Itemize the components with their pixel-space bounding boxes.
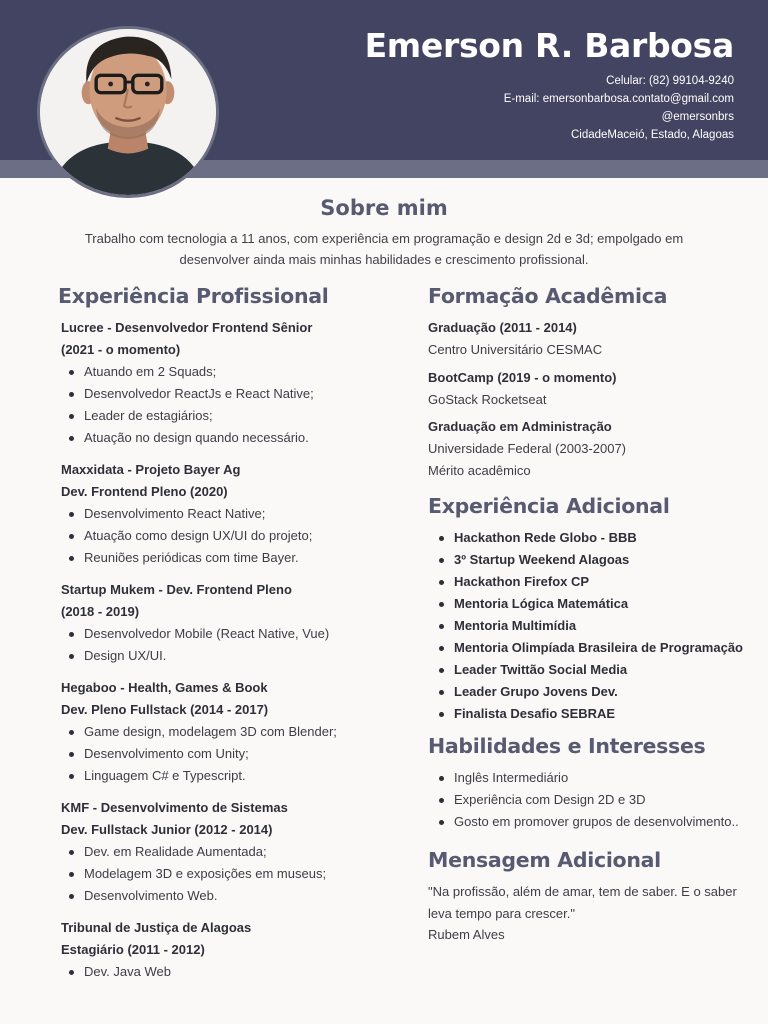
job-title: Hegaboo - Health, Games & Book bbox=[61, 680, 268, 695]
list-item: Mentoria Multimídia bbox=[428, 615, 748, 637]
list-item: Desenvolvedor Mobile (React Native, Vue) bbox=[58, 623, 408, 645]
skills-list bbox=[428, 767, 748, 833]
contact-phone: Celular: (82) 99104-9240 bbox=[606, 75, 734, 87]
job-entry bbox=[58, 579, 408, 667]
additional-experience-list bbox=[428, 527, 748, 725]
about-title: Sobre mim bbox=[320, 196, 448, 220]
list-item: Dev. em Realidade Aumentada; bbox=[58, 841, 408, 863]
job-duties bbox=[58, 961, 408, 983]
list-item: Leader Twittão Social Media bbox=[428, 659, 748, 681]
contact-info bbox=[504, 72, 734, 144]
job-period: Dev. Frontend Pleno (2020) bbox=[61, 484, 228, 499]
job-title: Startup Mukem - Dev. Frontend Pleno bbox=[61, 582, 292, 597]
education-degree: BootCamp (2019 - o momento) bbox=[428, 369, 617, 385]
education-school: Universidade Federal (2003-2007) bbox=[428, 441, 627, 456]
experience-column bbox=[58, 283, 408, 993]
job-title: KMF - Desenvolvimento de Sistemas bbox=[61, 800, 288, 815]
message-section bbox=[428, 847, 748, 946]
education-entry bbox=[428, 367, 748, 411]
list-item: Desenvolvimento React Native; bbox=[58, 503, 408, 525]
contact-email: E-mail: emersonbarbosa.contato@gmail.com bbox=[503, 93, 734, 105]
job-title: Maxxidata - Projeto Bayer Ag bbox=[61, 462, 241, 477]
list-item: Desenvolvimento com Unity; bbox=[58, 743, 408, 765]
job-entry bbox=[58, 317, 408, 449]
list-item: Dev. Java Web bbox=[58, 961, 408, 983]
experience-title: Experiência Profissional bbox=[58, 284, 329, 308]
contact-city: CidadeMaceió, Estado, Alagoas bbox=[570, 129, 734, 141]
list-item: Modelagem 3D e exposições em museus; bbox=[58, 863, 408, 885]
job-duties bbox=[58, 841, 408, 907]
list-item: 3º Startup Weekend Alagoas bbox=[428, 549, 748, 571]
education-note: Mérito acadêmico bbox=[428, 462, 531, 478]
job-entry bbox=[58, 459, 408, 569]
job-entry bbox=[58, 677, 408, 787]
job-period: Estagiário (2011 - 2012) bbox=[61, 942, 205, 957]
list-item: Inglês Intermediário bbox=[428, 767, 748, 789]
list-item: Reuniões periódicas com time Bayer. bbox=[58, 547, 408, 569]
list-item: Gosto em promover grupos de desenvolvimento.. bbox=[428, 811, 748, 833]
skills-section bbox=[428, 733, 748, 833]
additional-experience-section bbox=[428, 493, 748, 725]
job-duties bbox=[58, 623, 408, 667]
candidate-name: Emerson R. Barbosa bbox=[364, 26, 734, 65]
list-item: Game design, modelagem 3D com Blender; bbox=[58, 721, 408, 743]
job-period: (2018 - 2019) bbox=[61, 604, 140, 619]
message-title: Mensagem Adicional bbox=[428, 848, 661, 872]
list-item: Mentoria Olimpíada Brasileira de Programação bbox=[428, 637, 748, 659]
list-item: Linguagem C# e Typescript. bbox=[58, 765, 408, 787]
about-text: Trabalho com tecnologia a 11 anos, com experiência em programação e design 2d e 3d; empolgado em desenvolver ainda mais minhas habilidades e crescimento profissional. bbox=[84, 231, 684, 267]
list-item: Leader Grupo Jovens Dev. bbox=[428, 681, 748, 703]
job-entry bbox=[58, 917, 408, 983]
profile-photo bbox=[37, 26, 219, 198]
job-entry bbox=[58, 797, 408, 907]
job-period: Dev. Fullstack Junior (2012 - 2014) bbox=[61, 822, 273, 837]
education-entry bbox=[428, 416, 748, 481]
list-item: Atuação como design UX/UI do projeto; bbox=[58, 525, 408, 547]
list-item: Experiência com Design 2D e 3D bbox=[428, 789, 748, 811]
additional-experience-title: Experiência Adicional bbox=[428, 494, 670, 518]
message-author: Rubem Alves bbox=[428, 927, 505, 942]
list-item: Design UX/UI. bbox=[58, 645, 408, 667]
contact-handle: @emersonbrs bbox=[661, 111, 734, 123]
list-item: Atuando em 2 Squads; bbox=[58, 361, 408, 383]
education-degree: Graduação (2011 - 2014) bbox=[428, 320, 577, 335]
list-item: Atuação no design quando necessário. bbox=[58, 427, 408, 449]
message-quote: "Na profissão, além de amar, tem de saber. E o saber leva tempo para crescer." bbox=[428, 884, 737, 921]
education-school: GoStack Rocketseat bbox=[428, 391, 547, 407]
list-item: Leader de estagiários; bbox=[58, 405, 408, 427]
education-school: Centro Universitário CESMAC bbox=[428, 342, 603, 357]
job-period: (2021 - o momento) bbox=[61, 342, 181, 357]
job-duties bbox=[58, 721, 408, 787]
education-entry bbox=[428, 317, 748, 361]
education-degree: Graduação em Administração bbox=[428, 419, 612, 434]
skills-title: Habilidades e Interesses bbox=[428, 734, 706, 758]
job-period: Dev. Pleno Fullstack (2014 - 2017) bbox=[61, 702, 269, 717]
job-title: Lucree - Desenvolvedor Frontend Sênior bbox=[61, 320, 313, 335]
list-item: Hackathon Firefox CP bbox=[428, 571, 748, 593]
job-title: Tribunal de Justiça de Alagoas bbox=[61, 920, 252, 935]
list-item: Mentoria Lógica Matemática bbox=[428, 593, 748, 615]
education-title: Formação Acadêmica bbox=[428, 284, 668, 308]
list-item: Hackathon Rede Globo - BBB bbox=[428, 527, 748, 549]
list-item: Desenvolvimento Web. bbox=[58, 885, 408, 907]
job-duties bbox=[58, 361, 408, 449]
portrait-illustration bbox=[40, 29, 216, 195]
side-column bbox=[428, 283, 748, 946]
list-item: Desenvolvedor ReactJs e React Native; bbox=[58, 383, 408, 405]
job-duties bbox=[58, 503, 408, 569]
list-item: Finalista Desafio SEBRAE bbox=[428, 703, 748, 725]
